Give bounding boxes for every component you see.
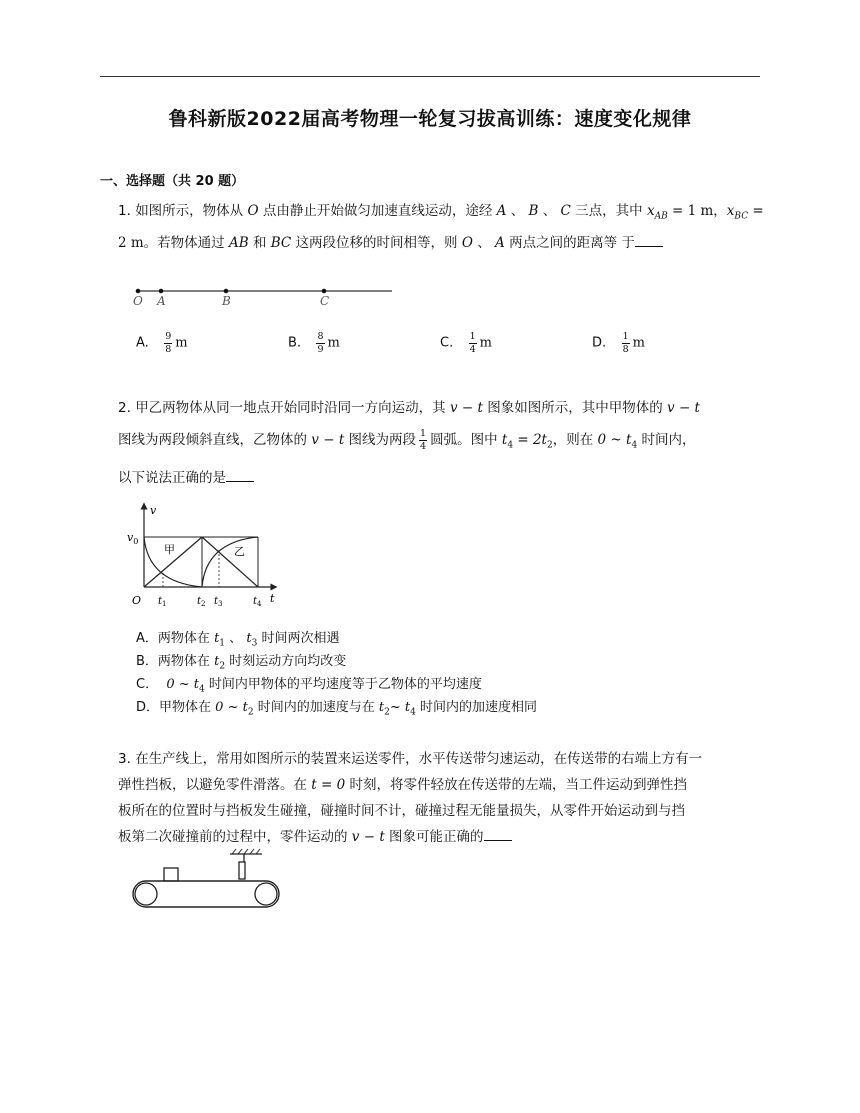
q1-point-o: [136, 289, 141, 294]
t3-label: $t_3$: [214, 596, 223, 608]
t2-label: $t_2$: [197, 596, 206, 608]
q1-point-b: [224, 289, 229, 294]
part-block: [164, 868, 178, 881]
q2-vt-graph: [124, 500, 284, 612]
yi-label: 乙: [234, 545, 245, 558]
left-roller: [135, 883, 157, 905]
answer-blank: [484, 828, 512, 841]
t1-label: $t_1$: [158, 596, 167, 608]
origin-label: O: [132, 594, 142, 607]
t4-label: $t_4$: [253, 596, 262, 608]
q1-label-c: C: [320, 294, 330, 308]
q2-option-d[interactable]: D．甲物体在 0 ~ $t_2$ 时间内的加速度与在 $t_2\sim$ $t_4$ 时间内的加速度相同: [136, 700, 537, 718]
question-number: 2.: [118, 400, 131, 416]
q1-point-c: [322, 289, 327, 294]
q1-label-b: B: [222, 294, 231, 308]
question-1: 1. 如图所示，物体从 O 点由静止开始做匀加速直线运动，途经 A 、 B 、 C 三点，其中 $x_{AB} = 1$ m，$x_{BC} = 2$ m。若物体通过 AB 和 BC 这两段位移的时间相等，则 O 、 A 两点之间的距离等 于: [118, 203, 764, 251]
v0-label: $v_0$: [127, 531, 139, 546]
q1-option-a[interactable]: A. $\frac{9}{8}$ m: [136, 331, 188, 355]
belt: [133, 881, 279, 907]
q1-line-figure: [130, 283, 400, 309]
q2-option-b[interactable]: B．两物体在 $t_2$ 时刻运动方向均改变: [136, 654, 347, 672]
answer-blank: [635, 234, 663, 247]
v-label: v: [150, 504, 157, 517]
question-3: 3. 在生产线上，常用如图所示的装置来运送零件，水平传送带匀速运动，在传送带的右端上方有一 弹性挡板，以避免零件滑落。在 t = 0 时刻，将零件轻放在传送带的左端，当工件运动到弹性挡 板所在的位置时与挡板发生碰撞，碰撞时间不计，碰撞过程无能量损失，从零件开始运动到与挡 板第二次碰撞前的过程中，零件运动的 v − t 图象可能正确的: [118, 751, 703, 845]
t-label: t: [270, 592, 275, 605]
q1-option-d[interactable]: D. $\frac{1}{8}$ m: [592, 331, 645, 355]
q1-option-c[interactable]: C. $\frac{1}{4}$ m: [440, 331, 492, 355]
page-title: 鲁科新版2022届高考物理一轮复习拔高训练：速度变化规律: [168, 108, 692, 130]
header-rule: [100, 76, 760, 77]
q1-option-b[interactable]: B. $\frac{8}{9}$ m: [288, 331, 340, 355]
right-roller: [255, 883, 277, 905]
question-2: 2. 甲乙两物体从同一地点开始同时沿同一方向运动，其 v − t 图象如图所示，其中甲物体的 v − t 图线为两段倾斜直线，乙物体的 v − t 图线为两段 $\frac{1}{4}$ 圆弧。图中 $t_4 = 2t_2$，则在 0 ~ $t_4$ 时间内， 以下说法正确的是: [118, 400, 700, 486]
q2-option-a[interactable]: A．两物体在 $t_1$ 、 $t_3$ 时间两次相遇: [136, 631, 340, 649]
question-number: 3.: [118, 751, 131, 767]
question-number: 1.: [118, 203, 131, 219]
q1-point-a: [159, 289, 164, 294]
answer-blank: [226, 469, 254, 482]
q1-label-a: A: [157, 294, 166, 308]
jia-label: 甲: [164, 543, 175, 556]
q2-option-c[interactable]: C． 0 ~ $t_4$ 时间内甲物体的平均速度等于乙物体的平均速度: [136, 677, 482, 695]
q3-conveyor-figure: [126, 848, 288, 910]
elastic-baffle: [239, 862, 245, 879]
q1-label-o: O: [133, 294, 143, 308]
section-heading: 一、选择题（共 20 题）: [100, 174, 245, 189]
